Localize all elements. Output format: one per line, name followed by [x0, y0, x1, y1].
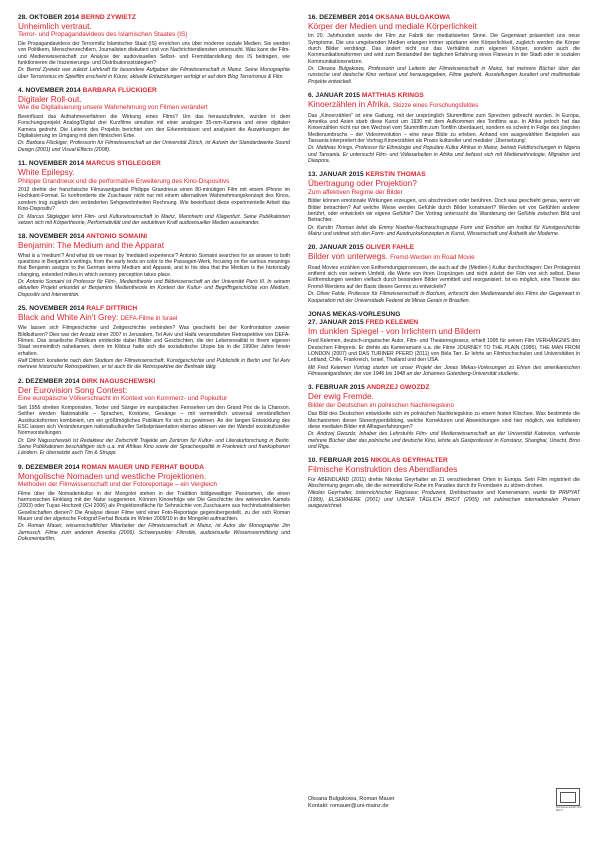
- lecture-date: 10. FEBRUAR 2015: [308, 457, 369, 465]
- speaker-bio: Dr. Antonio Somaini ist Professor für Film-, Medientheorie und Bildwissenschaft an der Université Paris III. In seinem aktuellen Projekt erkundet er Benjamins Medientheorie im Kontext der Kultur- und Begriffsgeschichte von Medium, Dispositiv und Intervention.: [18, 278, 290, 298]
- lecture-speaker: OKSANA BULGAKOWA: [375, 14, 451, 21]
- lecture-subtitle: Zum affektiven Regime der Bilder: [308, 188, 403, 196]
- lecture-entry: [308, 244, 580, 303]
- lecture-speaker: BERND ZYWIETZ: [81, 14, 136, 21]
- lecture-date: 11. NOVEMBER 2014: [18, 160, 85, 168]
- lecture-entry: [308, 457, 580, 509]
- speaker-bio: Dr. Andrzej Gwozdz, Inhaber des Lehrstuhls Film- und Medienwissenschaft an der Universität Katowice, verfasste mehrere Bücher über das polnische und deutsche Kino, lehrte als Gastprofessor in Konstanz, Shanghai, Utrecht, Brno und Riga.: [308, 431, 580, 451]
- screen-logo-icon: [556, 788, 580, 806]
- speaker-bio: Dr. Barbara Flückiger, Professorin für Filmwissenschaft an der Universität Zürich, ist Autorin der Standardwerke Sound Design (2001) und Visual Effects (2008).: [18, 140, 290, 153]
- speaker-bio: Ralf Dittrich kuratierte nach dem Studium der Filmwissenschaft, Kunstgeschichte und Publizistik in Berlin und Tel Aviv mehrere historische Retrospektiven, er ist auch für die Retrospektive der Berlinale tätig.: [18, 358, 290, 371]
- lecture-date: 4. NOVEMBER 2014: [18, 87, 81, 95]
- lecture-date: 18. NOVEMBER 2014: [18, 233, 85, 241]
- lecture-description: Seit 1956 streiten Komponisten, Texter und Sänger im europäischen Fernsehen um den Grand Prix de la Chanson. Seither werden Nationalstile – Sprachen, Kostüme, Gesänge – mit vermeintlich universal verständlichen Ausdrucksformen kombiniert, um ein größtmögliches Publikum für sich zu gewinnen. An der langen Entwicklung des ESC lassen sich Veränderungen nationalkultureller Selbstpräsentation ebenso ablesen wie der Wandel soziokultureller Normvorstellungen.: [18, 404, 290, 437]
- lecture-date: 3. FEBRUAR 2015: [308, 384, 365, 392]
- lecture-series-label: JONAS MEKAS-VORLESUNG: [308, 310, 401, 318]
- lecture-speaker: FRED KELEMEN: [365, 318, 419, 326]
- lecture-subtitle: Wie die Digitalisierung unsere Wahrnehmung von Filmen verändert: [18, 104, 208, 112]
- lecture-description: Für ABENDLAND (2011) drehte Nikolas Geyrhalter an 21 verschiedenen Orten in Europa. Sein Film registriert die Abschirmung gegen alle, die die vermeintliche Ruhe im Paradies durch ihr Fremdsein zu stören drohen.: [308, 476, 580, 490]
- lecture-entry: [18, 87, 290, 153]
- lecture-description: Die Propagandavideos der Terrormiliz Islamischer Staat (IS) erreichen uns über moderne soziale Medien. Sie werden von Politikern, Menschenrechtlern, Journalisten diskutiert und von Nachrichtendiensten untersucht. Was kann die Film- und Medienwissenschaft zur Analyse der audiovisuellen Selbst- und Fremddarstellung des IS beitragen, wie funktionieren die Inszenierungs- und Distributionsstrategien?: [18, 41, 290, 67]
- lecture-date: 16. DEZEMBER 2014: [308, 14, 374, 21]
- lecture-entry: [308, 311, 580, 377]
- lecture-title: Bilder von unterwegs.: [308, 251, 388, 262]
- lecture-title: Unheimlich vertraut.: [18, 21, 92, 31]
- lecture-speaker: MATTHIAS KRINGS: [361, 92, 424, 100]
- lecture-description: Road Movies erzählen von Entfremdungsprozessen, die auch auf die (Medien-) Kultur durchschlagen: Der Protagonist entfernt sich von seinem Umfeld, die Werte von ihren Ursprüngen und nicht zuletzt der Film von sich selbst. Diese Entfremdungen werden vielfach durch besondere Bilder vermittelt und reorganisiert. Ist es möglich, eine Theorie des Fremd-Werdens auf der Basis dieses Genres zu entwickeln?: [308, 264, 580, 290]
- lecture-speaker: MARCUS STIGLEGGER: [85, 160, 161, 168]
- lecture-title: Der ewig Fremde.: [308, 391, 374, 402]
- lecture-subtitle: Philippe Grandrieux und die performative Erweiterung des Kino-Dispositivs: [18, 177, 230, 185]
- lecture-title: Black and White Ain't Grey:: [18, 312, 119, 322]
- lecture-title: Körper der Medien und mediale Körperlichkeit: [308, 21, 477, 31]
- lecture-date: 25. NOVEMBER 2014: [18, 305, 85, 312]
- right-column: [308, 14, 580, 517]
- lecture-speaker: ROMAN MAUER UND FERHAT BOUDA: [81, 463, 205, 471]
- lecture-description: Das Bild des Deutschen entwickelte sich im polnischen Nachkriegskino zu einem festen Klischee. Was bestimmte die Mechanismen dieser Stereotypenbildung, welche Korrekturen und Abweichungen sind hier möglich, wie kollidieren diese medialen Bilder mit Alltagserfahrungen?: [308, 411, 580, 430]
- lecture-subtitle: DEFA-Filme in Israel: [120, 315, 178, 322]
- lecture-entry: [308, 171, 580, 237]
- lecture-subtitle: Skizze eines Forschungsfeldes: [392, 102, 479, 110]
- speaker-bio: Dr. Roman Mauer, wissenschaftlicher Mitarbeiter der Filmwissenschaft in Mainz, ist Autor der Monographie Jim Jarmusch. Filme zum anderen Amerika (2006). Schwerpunkte: Filmstile, audiovisuelle Wissensvermittlung und Dokumentarfilm.: [18, 523, 290, 542]
- lecture-title: Filmische Konstruktion des Abendlandes: [308, 464, 458, 475]
- lecture-entry: [18, 160, 290, 226]
- lecture-title: Mongolische Nomaden und westliche Projektionen.: [18, 470, 207, 481]
- lecture-entry: [308, 14, 580, 85]
- lecture-subtitle: Eine europäische Völkerschlacht im Kontext von Kommerz- und Popkultur: [18, 395, 228, 403]
- lecture-description: Fred Kelemen, deutsch-ungarischer Autor, Film- und Theaterregisseur, erhielt 1995 für seinen Film VERHÄNGNIS den Deutschen Filmpreis. Er drehte als Kameramann u.a. die Filme JOURNEY TO THE PLAIN (1995), THE MAN FROM LONDON (2007) und DAS TURINER PFERD (2011) von Béla Tarr. Er lehrte an Filmhochschulen und Universitäten in Lettland, Chile, Frankreich, Israel, Thailand und den USA.: [308, 338, 580, 364]
- lecture-date: 13. JANUAR 2015: [308, 171, 364, 179]
- speaker-bio: Mit Fred Kelemen Vortrag starten wir unser Projekt der Jonas Mekas-Vorlesungen zu Ehren des amerikanischen Filmavantgardisten, der von 1946 bis 1948 an der Johannes Gutenberg-Universität studierte.: [308, 364, 580, 377]
- lecture-entry: [18, 378, 290, 457]
- speaker-bio: Dr. Bernd Zywietz war zuletzt Lehrkraft für besondere Aufgaben der Filmwissenschaft in Mainz. Seine Monographie über Terrorismus im Spielfilm erscheint in Kürze; aktuelle Entwicklungen verfolgt er auf dem Blog Terrorismus & Film.: [18, 67, 290, 80]
- speaker-bio: Dr. Marcus Stiglegger lehrt Film- und Kulturwissenschaft in Mainz, Mannheim und Klagenfurt. Seine Publikationen setzen sich mit Körpertheorie, Performativität und der seduktiven Kraft audiovisueller Medien auseinander.: [18, 213, 290, 226]
- lecture-entry: [308, 384, 580, 450]
- lecture-speaker: DIRK NAGUSCHEWSKI: [81, 377, 156, 385]
- lecture-entry: [18, 14, 290, 80]
- lecture-title: Digitaler Roll-out.: [18, 94, 82, 105]
- lecture-description: Im 20. Jahrhundert wurde der Film zur Fabrik der mediatisierten Sinne. Die Gegenwart präsentiert uns neue Symptome. Die uns umgebenden Medien erlangen immer spürbarer eine Körperlichkeit, zugleich werden die Körper durch Bilder verdrängt. Das ändert nicht nur das Verhältnis zum eigenen Körper, sondern auch die Kommunikationsformen und wird zum Bestandteil der täglichen Erfahrung eines Flaneurs in der Stadt oder in sozialen Kommunikationsnetzen.: [308, 33, 580, 65]
- speaker-bio: Dr. Dirk Naguschewski ist Redakteur der Zeitschrift Trajekte am Zentrum für Kultur- und Literaturforschung in Berlin. Seine Publikationen beschäftigen sich u.a. mit Afrikas Kino sowie der Sprachenpolitik in Frankreich und frankophonen Ländern. Er übersetzte auch Tim & Struppi.: [18, 437, 290, 457]
- lecture-date: 2. DEZEMBER 2014: [18, 377, 80, 385]
- lecture-speaker: OLIVER FAHLE: [365, 244, 415, 252]
- lecture-entry: [308, 92, 580, 164]
- speaker-bio: Dr. Oliver Fahle, Professor für Filmwissenschaft in Bochum, erforscht den Medienwandel des Films der Gegenwart in Kooperation mit der Universidade Federal de Minas Gerais in Brasilien.: [308, 291, 580, 304]
- organizer-names: Oksana Bulgakowa, Roman Mauer: [308, 796, 395, 802]
- lecture-title: Kinoerzählen in Afrika.: [308, 99, 391, 110]
- lecture-description: Das „Kinoerzählen" ist eine Gattung, mit der ursprünglich Stummfilme zum Sprechen gebracht wurden. In Europa, Amerika und Asien starb diese Kunst um 1930 mit dem Aufkommen des Tonfilms aus. In Afrika jedoch hat das Kinoerzählen nicht nur den Wechsel vom Stummfilm zum Tonfilm überdauert, sondern es scheint in Folge des jüngsten Medienumbruchs – der Videorevolution – eine neue Blüte zu erleben. Anhand von ausgewählten Beispielen aus Tansania interpretiert der Vortrag Kinoerzählen als Praxis kultureller und medialer ‚Übersetzung'.: [308, 112, 580, 144]
- lecture-title: Übertragung oder Projektion?: [308, 178, 417, 189]
- lecture-date: 28. OKTOBER 2014: [18, 14, 80, 21]
- lecture-date: 6. JANUAR 2015: [308, 92, 361, 100]
- logo-caption: Filmwissenschaft JGU Mainz: [556, 806, 582, 812]
- speaker-bio: Dr. Oksana Bulgakowa, Professorin und Leiterin der Filmwissenschaft in Mainz, hat mehrere Bücher über das russische und deutsche Kino verfasst und herausgegeben, Filme gedreht, Ausstellungen kuratiert und multimediale Projekte entwickelt.: [308, 66, 580, 85]
- lecture-subtitle: Methoden der Filmwissenschaft und der Fotoreportage – ein Vergleich: [18, 480, 217, 488]
- institute-logo: [556, 788, 580, 810]
- lecture-description: Wie lassen sich Filmgeschichte und Zeitgeschichte verbinden? Was geschieht bei der Konfrontation zweier Bildkulturen? Dies war der Ansatz einer 2007 in Jerusalem, Tel Aviv und Haifa veranstalteten Retrospektive von DEFA-Filmen. Das israelische Publikum entdeckte dabei Bilder und Geschichten, die der Lebensrealität in ihrem eigenen Staat vermeintlich nahekamen, denn im Kibbuz hatte sich die sozialistische Utopie bis in die 1990er Jahre hinein erhalten.: [18, 325, 290, 357]
- lecture-subtitle: Bilder der Deutschen im polnischen Nachkriegskino: [308, 401, 454, 409]
- lecture-entry: [18, 233, 290, 298]
- lecture-speaker: RALF DITTRICH: [86, 305, 138, 312]
- lecture-title: White Epilepsy.: [18, 167, 75, 178]
- speaker-bio: Dr. Matthias Krings, Professor für Ethnologie und Populäre Kultur Afrikas in Mainz, betrieb Feldforschungen in Nigeria und Tansania. Er untersucht Film- und Videoarbeiten in Afrika und befasst sich mit Medienethnologie, Migration und Diaspora.: [308, 145, 580, 164]
- speaker-bio: Nikolas Geyrhalter, österreichischer Regisseur, Produzent, Drehbuchautor und Kameramann, wurde für PRIPYAT (1999), ELSEWHERE (2001) und UNSER TÄGLICH BROT (2005) mit zahlreichen internationalen Preisen ausgezeichnet.: [308, 490, 580, 510]
- lecture-entry: [18, 305, 290, 371]
- lecture-subtitle: Terror- und Propagandavideos des Islamischen Staates (IS): [18, 31, 188, 39]
- lecture-date: 27. JANUAR 2015: [308, 318, 364, 326]
- lecture-date: 9. DEZEMBER 2014: [18, 463, 80, 471]
- contact-email[interactable]: Kontakt: romauer@uni-mainz.de: [308, 803, 389, 810]
- lecture-title: Der Eurovision Song Contest:: [18, 384, 128, 395]
- lecture-description: Filme über die Nomadenkultur in der Mongolei stehen in der Tradition bildgewaltiger Panoramen, die einen harmonischen Einklang mit der Natur suggerieren. Können Kinoerfolge wie Die Geschichte des weinenden Kamels (2003) oder Tuyas Hochzeit (CH 2006) als Projektionsfläche für Sehnsüchte von Zuschauern aus hochindustrialisierten Gesellschaften dienen? Die Analyse dieser Filme wird einer Foto-Reportage gegenübergestellt, zu der sich Roman Mauer und der algerische Fotograf Ferhat Bouda im Winter 2009/10 in die Mongolei aufmachten.: [18, 490, 290, 522]
- lecture-speaker: ANTONIO SOMAINI: [86, 233, 148, 241]
- lecture-speaker: NIKOLAS GEYRHALTER: [370, 457, 448, 465]
- lecture-description: Beeinflusst das Aufnahmeverfahren die Wirkung eines Films? Um das herauszufinden, wurden in dem Forschungsprojekt Analog/Digital drei Kurzfilme simultan mit einer analogen 35-mm-Kamera und einer digitalen Kamera gedreht. Die Leiterin des Projekts berichtet von den Erkenntnissen und analysiert die Auswirkungen der Digitalisierung im Umgang mit dem filmischen Erbe.: [18, 114, 290, 140]
- lecture-speaker: KERSTIN THOMAS: [365, 171, 426, 179]
- lecture-speaker: ANDRZEJ GWOZDZ: [366, 384, 430, 392]
- lecture-description: Bilder können emotionale Wirkungen erzeugen, uns abschrecken oder berühren. Doch was geschieht genau, wenn wir Bilder betrachten? Auf welche Weise werden Gefühle durch Bilder konstruiert? Werden wir von Gefühlen anderer berührt, oder entwickeln wir eigene Gefühle? Der Vortrag untersucht die Wanderung der Gefühle zwischen Bild und Betrachter.: [308, 198, 580, 224]
- lecture-description: 2012 drehte der französische Filmavantgardist Philippe Grandrieux einen 80-minütigen Film mit einem iPhone im Hochkant-Format. Er konfrontierte die Zuschauer nicht nur mit einem alternativen Wahrnehmungskonzept des Kinos, sondern trug zugleich den veränderten Sehgewohnheiten Rechnung. Wie beeinflusst diese experimentelle Arbeit das Kino-Dispositiv?: [18, 187, 290, 213]
- lecture-entry: [18, 464, 290, 543]
- lecture-date: 20. JANUAR 2015: [308, 244, 364, 252]
- left-column: [18, 14, 290, 549]
- lecture-title: Im dunklen Spiegel - von Irrlichtern und Bildern: [308, 325, 481, 336]
- lecture-description: What is a 'medium'? And what do we mean by 'mediated experience'? Antonio Somaini searches for an answer to both questions in Benjamin's writings, from the early texts on color to the Passagen-Werk, focusing on the various meanings that Benjamin assigns to the German terms Medium and Apparat, and to his idea that the Medium is the historically changing, extended milieu in which sensory perception takes place.: [18, 252, 290, 278]
- lecture-speaker: BARBARA FLÜCKIGER: [82, 87, 157, 95]
- footer: [308, 796, 580, 810]
- speaker-bio: Dr. Kerstin Thomas leitet die Emmy Noether-Nachwuchsgruppe Form und Emotion am Institut für Kunstgeschichte Mainz und widmet sich den Form- und Ausdruckskonzepten in Kunst, Wissenschaft und Ästhetik der Moderne.: [308, 224, 580, 238]
- lecture-subtitle: Fremd-Werden im Road Movie: [390, 254, 475, 262]
- lecture-title: Benjamin: The Medium and the Apparat: [18, 240, 165, 251]
